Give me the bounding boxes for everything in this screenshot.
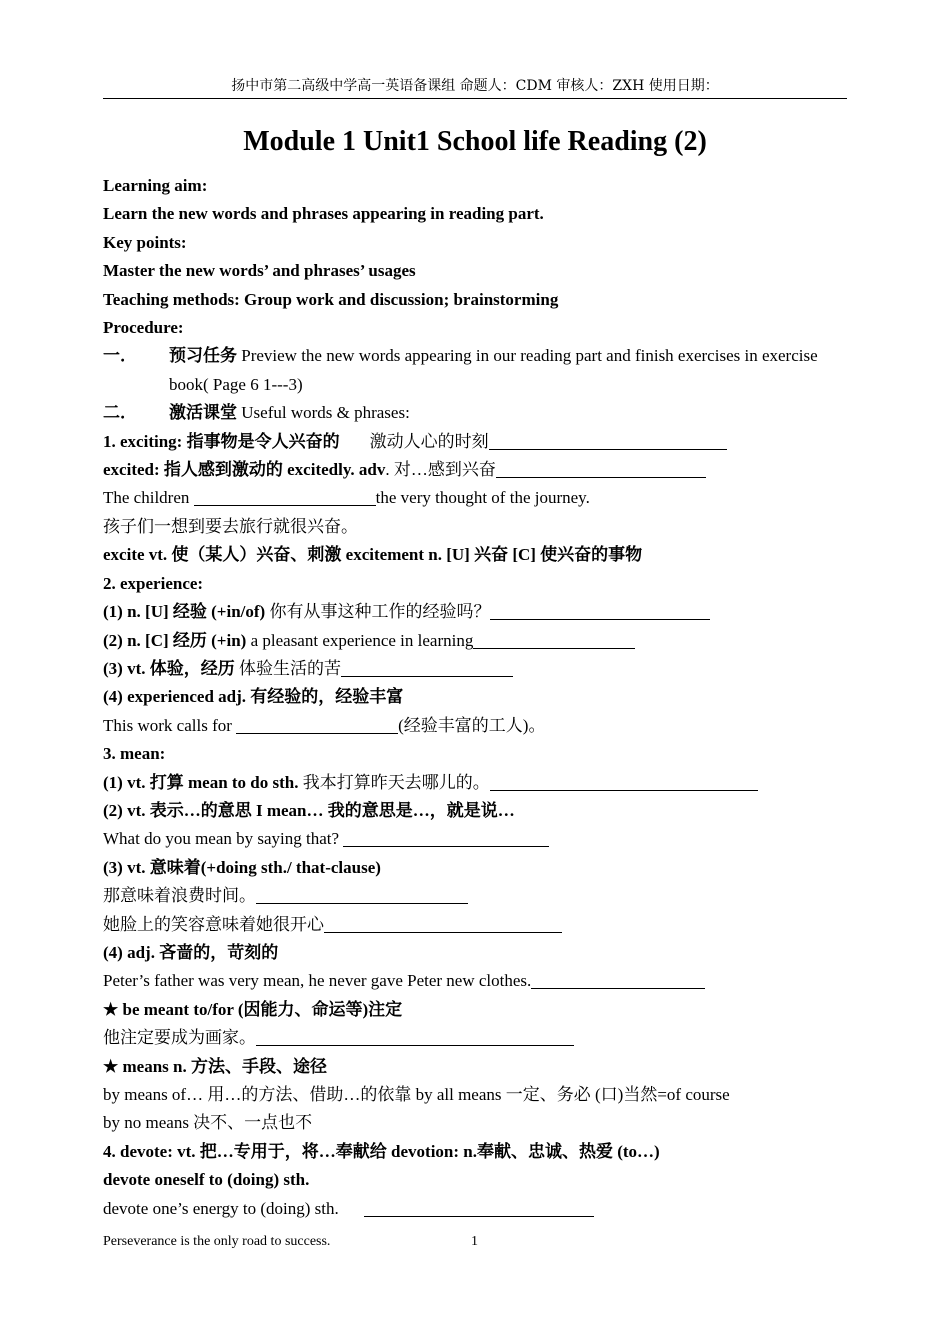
word-definition: (1) n. [U] 经验 (+in/of) <box>103 602 266 622</box>
sentence-text: the very thought of the journey. <box>375 488 590 508</box>
experience-line-4: (4) experienced adj. 有经验的，经验丰富 <box>103 687 404 707</box>
experience-line-1 <box>103 598 847 626</box>
sentence-text: 那意味着浪费时间。 <box>103 886 256 906</box>
step-heading: 激活课堂 <box>169 403 237 423</box>
mean-line-3 <box>103 825 847 853</box>
devote-line-3 <box>103 1195 847 1223</box>
word-definition: 1. exciting: 指事物是令人兴奋的 <box>103 431 340 451</box>
teaching-methods: Teaching methods: Group work and discussion; brainstorming <box>103 289 559 309</box>
page-title: Module 1 Unit1 School life Reading (2) <box>243 126 707 157</box>
word-definition: (3) vt. 体验，经历 <box>103 658 235 678</box>
step-number: 二． <box>103 403 137 423</box>
page-footer <box>103 1232 847 1252</box>
sentence-text: Peter’s father was very mean, he never gave Peter new clothes. <box>103 971 532 991</box>
exciting-line-1 <box>103 428 847 456</box>
learning-aim: Learn the new words and phrases appearing in reading part. <box>103 204 544 224</box>
prompt-text: 激动人心的时刻 <box>369 431 489 451</box>
prompt-text: a pleasant experience in learning <box>246 630 474 650</box>
procedure-step-1 <box>103 342 847 399</box>
answer-blank[interactable] <box>194 487 376 506</box>
mean-line-9 <box>103 1024 847 1052</box>
sentence-text: devote one’s energy to (doing) sth. <box>103 1198 365 1218</box>
page-number: 1 <box>471 1234 478 1249</box>
key-points-label: Key points: <box>103 232 187 252</box>
prompt-text: . 对…感到兴奋 <box>385 460 496 480</box>
answer-blank[interactable] <box>473 630 635 649</box>
procedure-step-2 <box>103 399 847 427</box>
answer-blank[interactable] <box>490 601 710 620</box>
answer-blank[interactable] <box>364 1198 594 1217</box>
mean-line-5 <box>103 882 847 910</box>
answer-blank[interactable] <box>341 658 513 677</box>
exciting-line-5: excite vt. 使（某人）兴奋、刺激 excitement n. [U] 兴奋 [C] 使兴奋的事物 <box>103 545 643 565</box>
experience-line-2 <box>103 627 847 655</box>
answer-blank[interactable] <box>256 1027 574 1046</box>
answer-blank[interactable] <box>343 828 549 847</box>
answer-blank[interactable] <box>531 970 705 989</box>
prompt-text: 你有从事这种工作的经验吗？ <box>265 602 491 622</box>
devote-line-2: devote oneself to (doing) sth. <box>103 1170 310 1190</box>
answer-blank[interactable] <box>490 772 758 791</box>
prompt-text: 体验生活的苦 <box>234 658 341 678</box>
page-header: 扬中市第二高级中学高一英语备课组 命题人：CDM 审核人：ZXH 使用日期： <box>103 76 847 99</box>
mean-line-6 <box>103 911 847 939</box>
answer-blank[interactable] <box>496 459 706 478</box>
word-definition: excited: 指人感到激动的 excitedly. adv <box>103 460 386 480</box>
procedure-label: Procedure: <box>103 318 184 338</box>
star-means: ★ means n. 方法、手段、途径 <box>103 1056 327 1076</box>
mean-line-10: by means of… 用…的方法、借助…的依靠 by all means 一定、务必 (口)当然=of course <box>103 1085 730 1104</box>
sentence-text: 她脸上的笑容意味着她很开心 <box>103 914 324 934</box>
worksheet-content <box>103 172 847 1223</box>
sentence-text: What do you mean by saying that? <box>103 829 344 849</box>
step-heading: 预习任务 <box>169 346 237 366</box>
answer-blank[interactable] <box>324 914 562 933</box>
word-definition: (1) vt. 打算 mean to do sth. <box>103 772 299 792</box>
experience-heading: 2. experience: <box>103 573 204 593</box>
devote-line-1: 4. devote: vt. 把…专用于，将…奉献给 devotion: n.奉献、忠诚、热爱 (to…) <box>103 1141 660 1161</box>
word-definition: (2) n. [C] 经历 (+in) <box>103 630 247 650</box>
mean-line-2: (2) vt. 表示…的意思 I mean… 我的意思是…，就是说… <box>103 800 515 820</box>
exciting-line-4: 孩子们一想到要去旅行就很兴奋。 <box>103 516 358 536</box>
mean-line-1 <box>103 769 847 797</box>
exciting-line-2 <box>103 456 847 484</box>
sentence-text: This work calls for <box>103 715 237 735</box>
star-be-meant: ★ be meant to/for (因能力、命运等)注定 <box>103 999 403 1019</box>
mean-heading: 3. mean: <box>103 744 166 764</box>
step-number: 一． <box>103 346 137 366</box>
mean-line-4: (3) vt. 意味着(+doing sth./ that-clause) <box>103 857 381 877</box>
sentence-text: The children <box>103 488 194 508</box>
mean-line-8 <box>103 967 847 995</box>
experience-line-3 <box>103 655 847 683</box>
mean-line-7: (4) adj. 吝啬的，苛刻的 <box>103 942 279 962</box>
experience-line-5 <box>103 712 847 740</box>
footer-motto: Perseverance is the only road to success. <box>103 1234 331 1249</box>
answer-blank[interactable] <box>236 715 398 734</box>
answer-blank[interactable] <box>256 885 468 904</box>
answer-blank[interactable] <box>489 431 727 450</box>
step-text: Preview the new words appearing in our reading part and finish exercises in exercise book( Page 6 1---3) <box>169 346 818 394</box>
key-points: Master the new words’ and phrases’ usages <box>103 261 416 281</box>
prompt-text: 我本打算昨天去哪儿的。 <box>298 772 490 792</box>
exciting-line-3 <box>103 484 847 512</box>
mean-line-11: by no means 决不、一点也不 <box>103 1113 313 1133</box>
step-text: Useful words & phrases: <box>237 403 410 423</box>
sentence-text: (经验丰富的工人)。 <box>398 715 546 735</box>
sentence-text: 他注定要成为画家。 <box>103 1028 256 1048</box>
learning-aim-label: Learning aim: <box>103 176 208 195</box>
